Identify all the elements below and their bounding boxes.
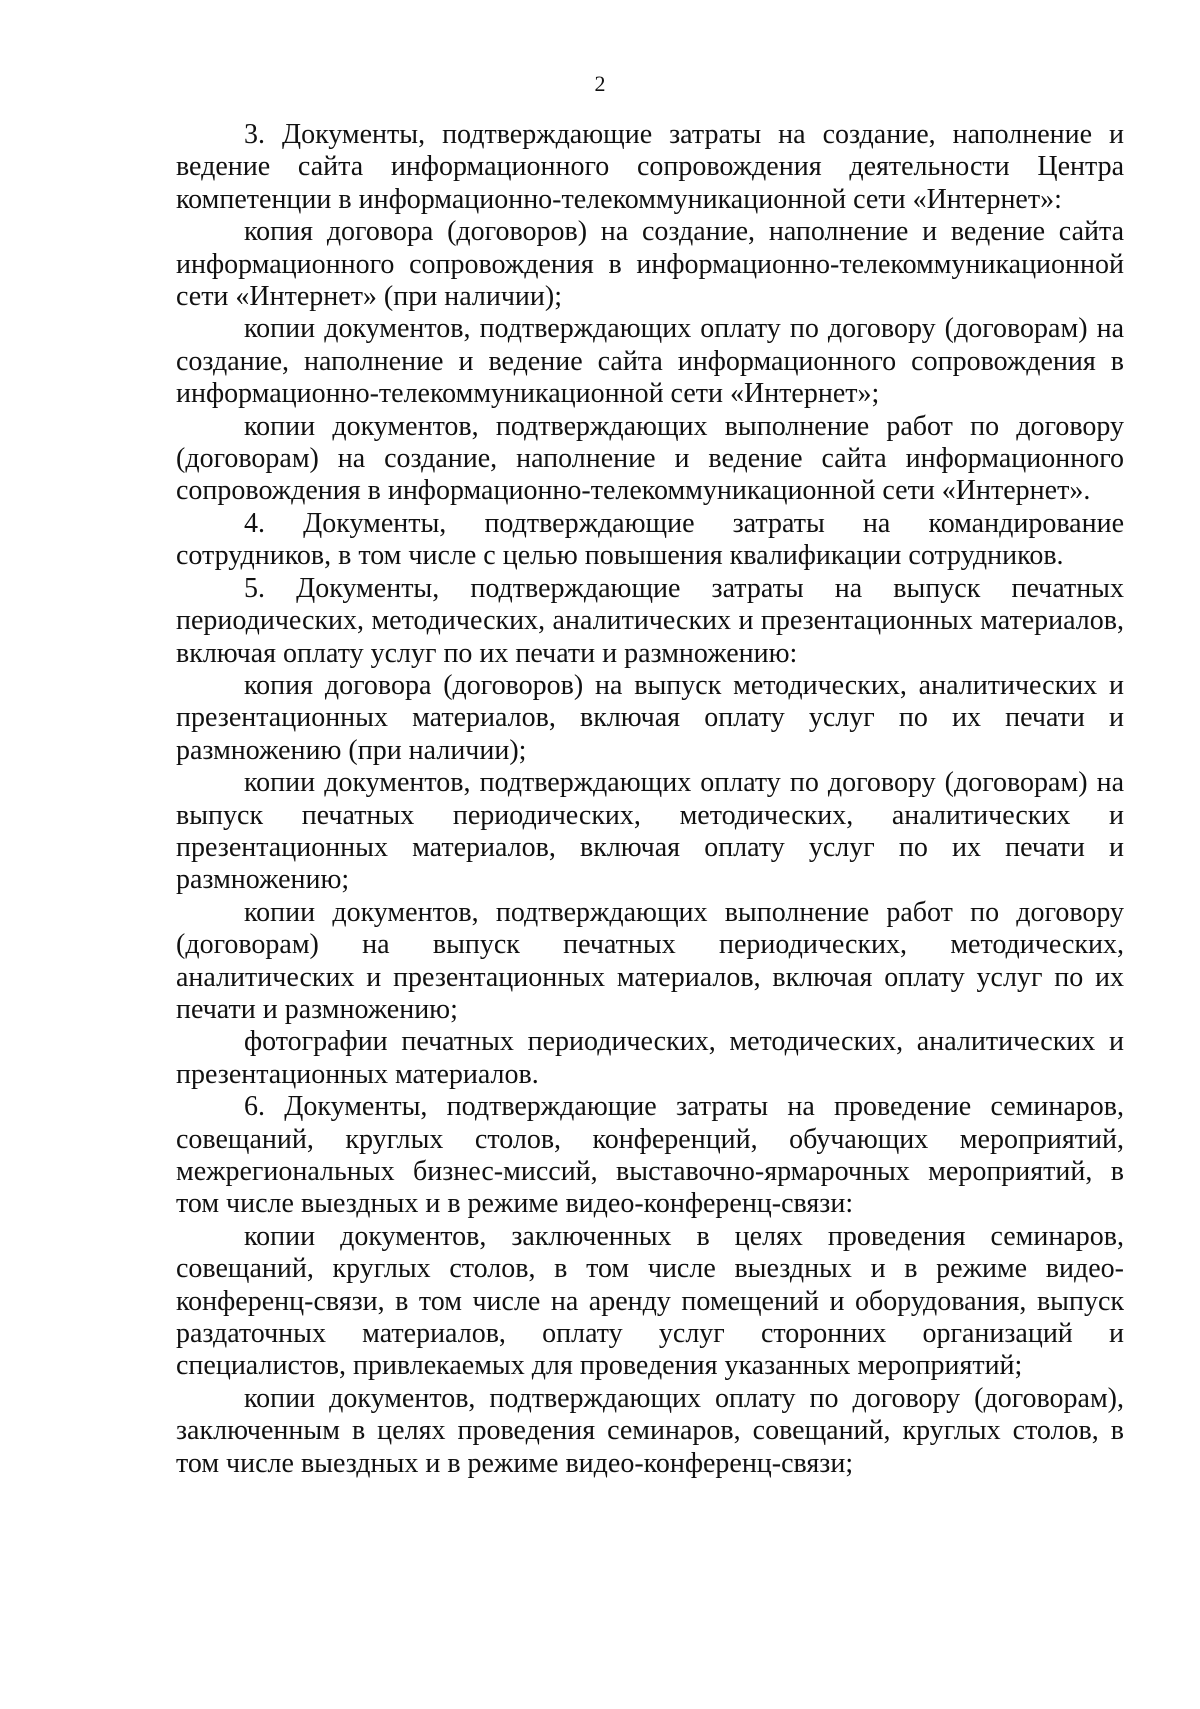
paragraph-6-payment-docs: копии документов, подтверждающих оплату по договору (договорам), заключенным в целях проведения семинаров, совещаний, круглых столов, в том числе выездных и в режиме видео-конференц-связи; bbox=[176, 1382, 1124, 1479]
page-number: 2 bbox=[594, 71, 606, 96]
paragraph-3-completion-docs: копии документов, подтверждающих выполнение работ по договору (договорам) на создание, наполнение и ведение сайта информационного сопровождения в информационно-телекоммуникационной сети «Интернет». bbox=[176, 410, 1124, 507]
paragraph-5-heading: 5. Документы, подтверждающие затраты на выпуск печатных периодических, методических, аналитических и презентационных материалов, включая оплату услуг по их печати и размножению: bbox=[176, 572, 1124, 669]
paragraph-6-heading: 6. Документы, подтверждающие затраты на проведение семинаров, совещаний, круглых столов, конференций, обучающих мероприятий, межрегиональных бизнес-миссий, выставочно-ярмарочных мероприятий, в том числе выездных и в режиме видео-конференц-связи: bbox=[176, 1091, 1124, 1220]
paragraph-5-payment-docs: копии документов, подтверждающих оплату по договору (договорам) на выпуск печатных периодических, методических, аналитических и презентационных материалов, включая оплату услуг по их печати и размножению; bbox=[176, 767, 1124, 896]
paragraph-3-heading: 3. Документы, подтверждающие затраты на создание, наполнение и ведение сайта информационного сопровождения деятельности Центра компетенции в информационно-телекоммуникационной сети «Интернет»: bbox=[176, 119, 1124, 215]
paragraph-5-contract-copy: копия договора (договоров) на выпуск методических, аналитических и презентационных материалов, включая оплату услуг по их печати и размножению (при наличии); bbox=[176, 669, 1124, 766]
paragraph-5-photos: фотографии печатных периодических, методических, аналитических и презентационных материалов. bbox=[176, 1026, 1124, 1090]
document-body bbox=[176, 119, 1124, 1480]
paragraph-3-payment-docs: копии документов, подтверждающих оплату по договору (договорам) на создание, наполнение и ведение сайта информационного сопровождения в информационно-телекоммуникационной сети «Интернет»; bbox=[176, 313, 1124, 410]
paragraph-5-completion-docs: копии документов, подтверждающих выполнение работ по договору (договорам) на выпуск печатных периодических, методических, аналитических и презентационных материалов, включая оплату услуг по их печати и размножению; bbox=[176, 896, 1124, 1025]
paragraph-3-contract-copy: копия договора (договоров) на создание, наполнение и ведение сайта информационного сопровождения в информационно-телекоммуникационной сети «Интернет» (при наличии); bbox=[176, 216, 1124, 313]
paragraph-4-heading: 4. Документы, подтверждающие затраты на командирование сотрудников, в том числе с целью повышения квалификации сотрудников. bbox=[176, 507, 1124, 572]
paragraph-6-concluded-docs: копии документов, заключенных в целях проведения семинаров, совещаний, круглых столов, в том числе выездных и в режиме видео-конференц-связи, в том числе на аренду помещений и оборудования, выпуск раздаточных материалов, оплату услуг сторонних организаций и специалистов, привлекаемых для проведения указанных мероприятий; bbox=[176, 1220, 1124, 1382]
